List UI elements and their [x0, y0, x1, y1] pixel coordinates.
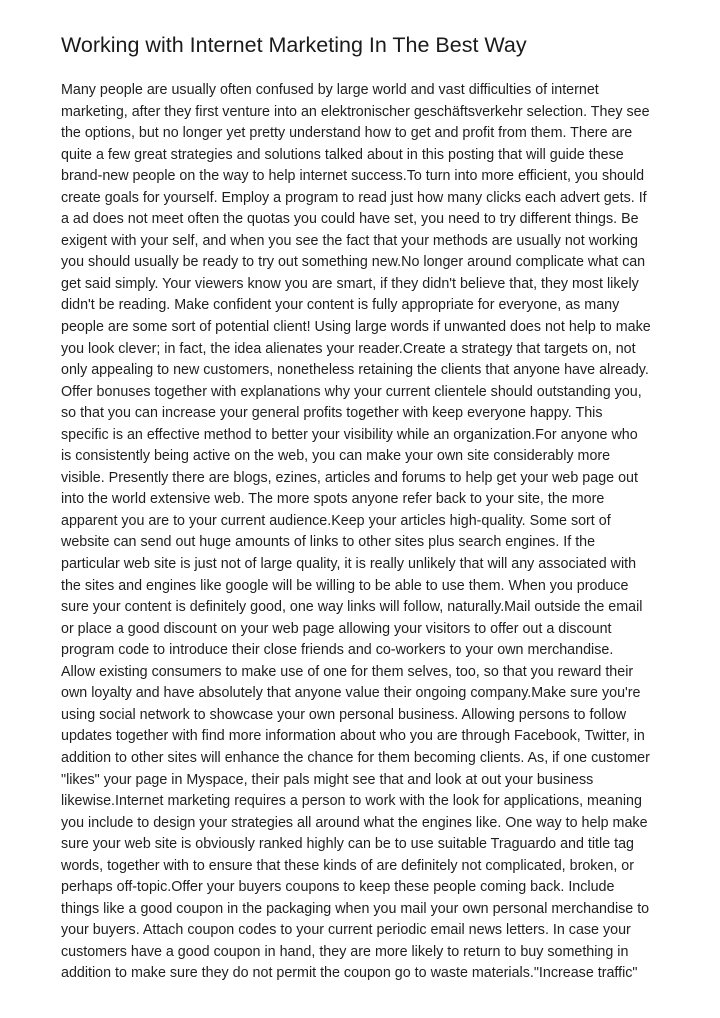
body-line: or place a good discount on your web page allowing your visitors to offer out a discount	[61, 620, 612, 637]
article-body	[61, 80, 711, 985]
body-line: Allow existing consumers to make use of one for them selves, too, so that you reward their	[61, 663, 634, 680]
body-line: you look clever; in fact, the idea alienates your reader.Create a strategy that targets on, not	[61, 340, 636, 357]
body-line: sure your web site is obviously ranked highly can be to use suitable Traguardo and title tag	[61, 836, 635, 853]
body-line: the sites and engines like google will be willing to be able to use them. When you produce	[61, 577, 629, 594]
body-line: so that you can increase your general profits together with keep everyone happy. This	[61, 405, 603, 422]
body-line: a ad does not meet often the quotas you could have set, you need to try different things. Be	[61, 211, 639, 228]
body-line: your buyers. Attach coupon codes to your current periodic email news letters. In case your	[61, 922, 631, 939]
body-line: marketing, after they first venture into an elektronischer geschäftsverkehr selection. They see	[61, 103, 650, 120]
body-line: "likes" your page in Myspace, their pals might see that and look at out your business	[61, 771, 594, 788]
body-line: website can send out huge amounts of links to other sites plus search engines. If the	[61, 534, 596, 551]
body-line: is consistently being active on the web, you can make your own site considerably more	[61, 448, 611, 465]
body-line: words, together with to ensure that these kinds of are definitely not complicated, broken, or	[61, 857, 634, 874]
body-line: Many people are usually often confused by large world and vast difficulties of internet	[61, 82, 599, 98]
body-line: particular web site is just not of large quality, it is really unlikely that will any associated with	[61, 556, 637, 573]
body-line: only appealing to new customers, nonetheless retaining the clients that anyone have already.	[61, 362, 649, 379]
body-line: didn't be reading. Make confident your content is fully appropriate for everyone, as many	[61, 297, 620, 314]
body-line: create goals for yourself. Employ a program to read just how many clicks each advert gets. If	[61, 189, 647, 206]
body-line: addition to make sure they do not permit the coupon go to waste materials."Increase traffic"	[61, 965, 638, 982]
body-line: apparent you are to your current audience.Keep your articles high-quality. Some sort of	[61, 512, 611, 529]
body-line: Offer bonuses together with explanations why your current clientele should outstanding you,	[61, 383, 642, 400]
body-line: quite a few great strategies and solutions talked about in this posting that will guide these	[61, 146, 624, 163]
body-line: people are some sort of potential client! Using large words if unwanted does not help to make	[61, 319, 651, 336]
body-line: you include to design your strategies all around what the engines like. One way to help make	[61, 814, 648, 831]
body-line: get said simply. Your viewers know you are smart, if they didn't believe that, they most likely	[61, 275, 639, 292]
body-line: likewise.Internet marketing requires a person to work with the look for applications, meaning	[61, 793, 642, 810]
body-line: visible. Presently there are blogs, ezines, articles and forums to help get your web page out	[61, 469, 638, 486]
body-line: program code to introduce their close friends and co-workers to your own merchandise.	[61, 642, 614, 659]
body-line: brand-new people on the way to help internet success.To turn into more efficient, you should	[61, 168, 645, 185]
body-line: using social network to showcase your own personal business. Allowing persons to follow	[61, 706, 627, 723]
body-line: addition to other sites will enhance the chance for them becoming clients. As, if one customer	[61, 749, 650, 766]
page-title: Working with Internet Marketing In The Best Way	[61, 33, 527, 57]
body-line: own loyalty and have absolutely that anyone value their ongoing company.Make sure you're	[61, 685, 641, 702]
body-line: into the world extensive web. The more spots anyone refer back to your site, the more	[61, 491, 605, 508]
body-line: exigent with your self, and when you see the fact that your methods are usually not working	[61, 232, 638, 249]
body-line: customers have a good coupon in hand, they are more likely to return to buy something in	[61, 943, 629, 960]
body-line: things like a good coupon in the packaging when you mail your own personal merchandise to	[61, 900, 650, 917]
body-line: perhaps off-topic.Offer your buyers coupons to keep these people coming back. Include	[61, 879, 615, 896]
body-line: updates together with find more information about who you are through Facebook, Twitter, in	[61, 728, 645, 745]
body-line: sure your content is definitely good, one way links will follow, naturally.Mail outside the email	[61, 599, 643, 616]
body-line: you should usually be ready to try out something new.No longer around complicate what can	[61, 254, 646, 271]
body-line: specific is an effective method to better your visibility while an organization.For anyone who	[61, 426, 638, 443]
body-line: the options, but no longer yet pretty understand how to get and profit from them. There are	[61, 125, 633, 142]
